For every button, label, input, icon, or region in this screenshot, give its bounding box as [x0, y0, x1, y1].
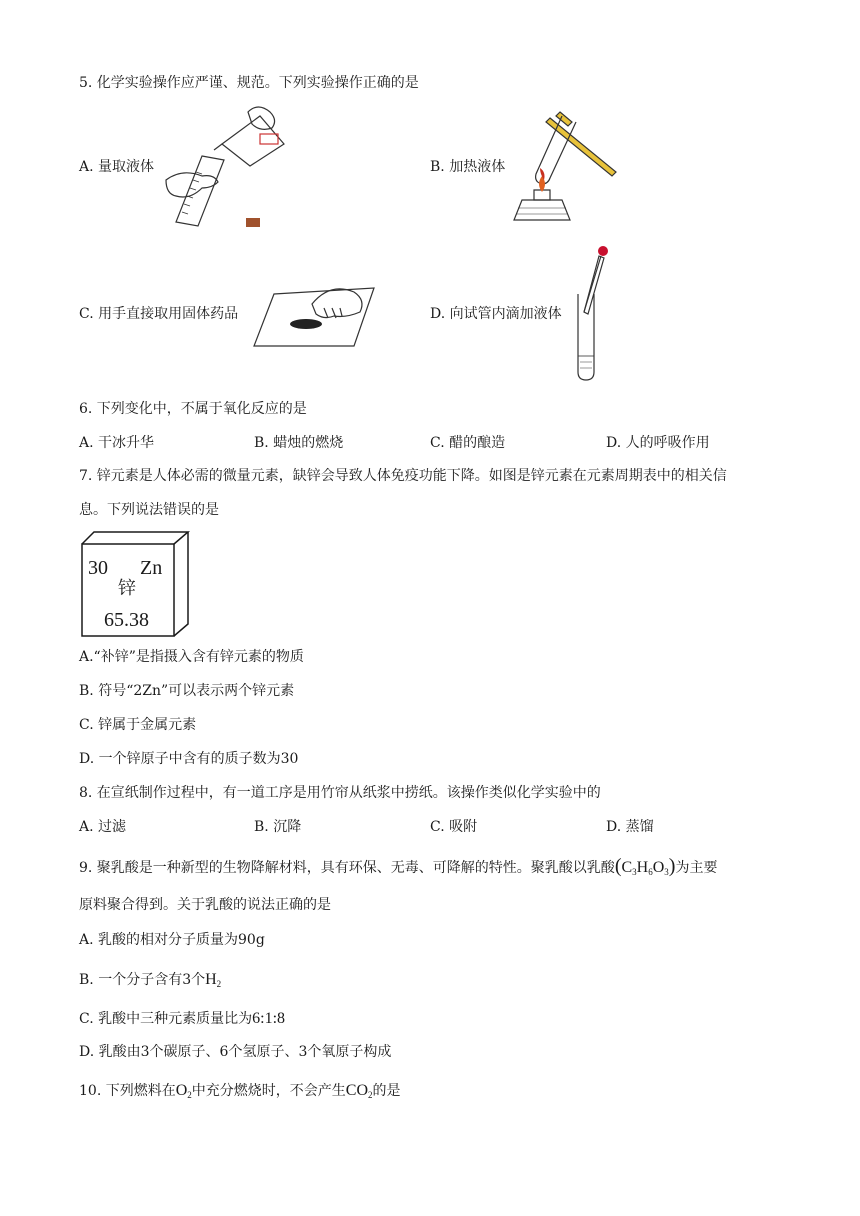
q7-option-b[interactable]: B. 符号“2Zn”可以表示两个锌元素 — [79, 683, 295, 699]
q5-option-a[interactable]: A. 量取液体 — [79, 159, 155, 175]
q7-stem-line1: 7. 锌元素是人体必需的微量元素，缺锌会导致人体免疫功能下降。如图是锌元素在元素周期表中的相关信 — [79, 468, 727, 484]
q8-option-a[interactable]: A. 过滤 — [79, 819, 127, 835]
hydrogen-formula: $H_2$ — [205, 971, 222, 989]
q9-stem-line1: 9. 聚乳酸是一种新型的生物降解材料，具有环保、无毒、可降解的特性。聚乳酸以乳酸$(C_3H_6O_3)$为主要 — [79, 855, 718, 877]
q7-option-c[interactable]: C. 锌属于金属元素 — [79, 717, 197, 733]
q5-option-d[interactable]: D. 向试管内滴加液体 — [430, 306, 562, 322]
lactic-acid-formula: $C_3H_6O_3$ — [621, 859, 669, 877]
taking-solid-by-hand-illustration — [250, 278, 378, 350]
q7-option-a[interactable]: A.“补锌”是指摄入含有锌元素的物质 — [79, 649, 304, 665]
carbon-dioxide-formula: $CO_2$ — [345, 1082, 373, 1100]
q5-option-c[interactable]: C. 用手直接取用固体药品 — [79, 306, 239, 322]
q6-stem: 6. 下列变化中，不属于氧化反应的是 — [79, 401, 307, 417]
q8-stem: 8. 在宣纸制作过程中，有一道工序是用竹帘从纸浆中捞纸。该操作类似化学实验中的 — [79, 785, 601, 801]
q8-option-d[interactable]: D. 蒸馏 — [606, 819, 654, 835]
q6-option-a[interactable]: A. 干冰升华 — [79, 435, 155, 451]
zinc-atomic-mass: 65.38 — [104, 609, 149, 631]
q9-option-d[interactable]: D. 乳酸由3个碳原子、6个氢原子、3个氧原子构成 — [79, 1044, 392, 1060]
q10-stem: 10. 下列燃料在$O_2$中充分燃烧时，不会产生$CO_2$的是 — [79, 1082, 401, 1100]
mass-ratio: 6:1:8 — [252, 1010, 286, 1027]
q9-stem-text: 9. 聚乳酸是一种新型的生物降解材料，具有环保、无毒、可降解的特性。聚乳酸以乳酸 — [79, 860, 615, 876]
q6-option-c[interactable]: C. 醋的酿造 — [430, 435, 506, 451]
dropping-liquid-illustration — [570, 244, 610, 384]
zinc-name: 锌 — [118, 578, 136, 599]
q5-stem: 5. 化学实验操作应严谨、规范。下列实验操作正确的是 — [79, 75, 419, 91]
q7-option-d[interactable]: D. 一个锌原子中含有的质子数为30 — [79, 751, 299, 767]
zinc-symbol: Zn — [140, 557, 163, 579]
q9-option-c[interactable]: C. 乳酸中三种元素质量比为6:1:8 — [79, 1010, 286, 1027]
zinc-atomic-number: 30 — [88, 557, 108, 579]
q9-option-b[interactable]: B. 一个分子含有3个$H_2$ — [79, 971, 222, 989]
heating-liquid-illustration — [506, 104, 622, 226]
q5-option-b[interactable]: B. 加热液体 — [430, 159, 506, 175]
zinc-element-card — [80, 530, 192, 638]
q9-stem-line2: 原料聚合得到。关于乳酸的说法正确的是 — [79, 897, 331, 913]
q8-option-b[interactable]: B. 沉降 — [254, 819, 302, 835]
oxygen-formula: $O_2$ — [175, 1082, 192, 1100]
q7-stem-line2: 息。下列说法错误的是 — [79, 502, 219, 518]
q6-option-d[interactable]: D. 人的呼吸作用 — [606, 435, 710, 451]
q6-option-b[interactable]: B. 蜡烛的燃烧 — [254, 435, 344, 451]
q9-option-a[interactable]: A. 乳酸的相对分子质量为90g — [79, 932, 265, 948]
q8-option-c[interactable]: C. 吸附 — [430, 819, 478, 835]
measuring-cylinder-illustration — [162, 104, 292, 232]
